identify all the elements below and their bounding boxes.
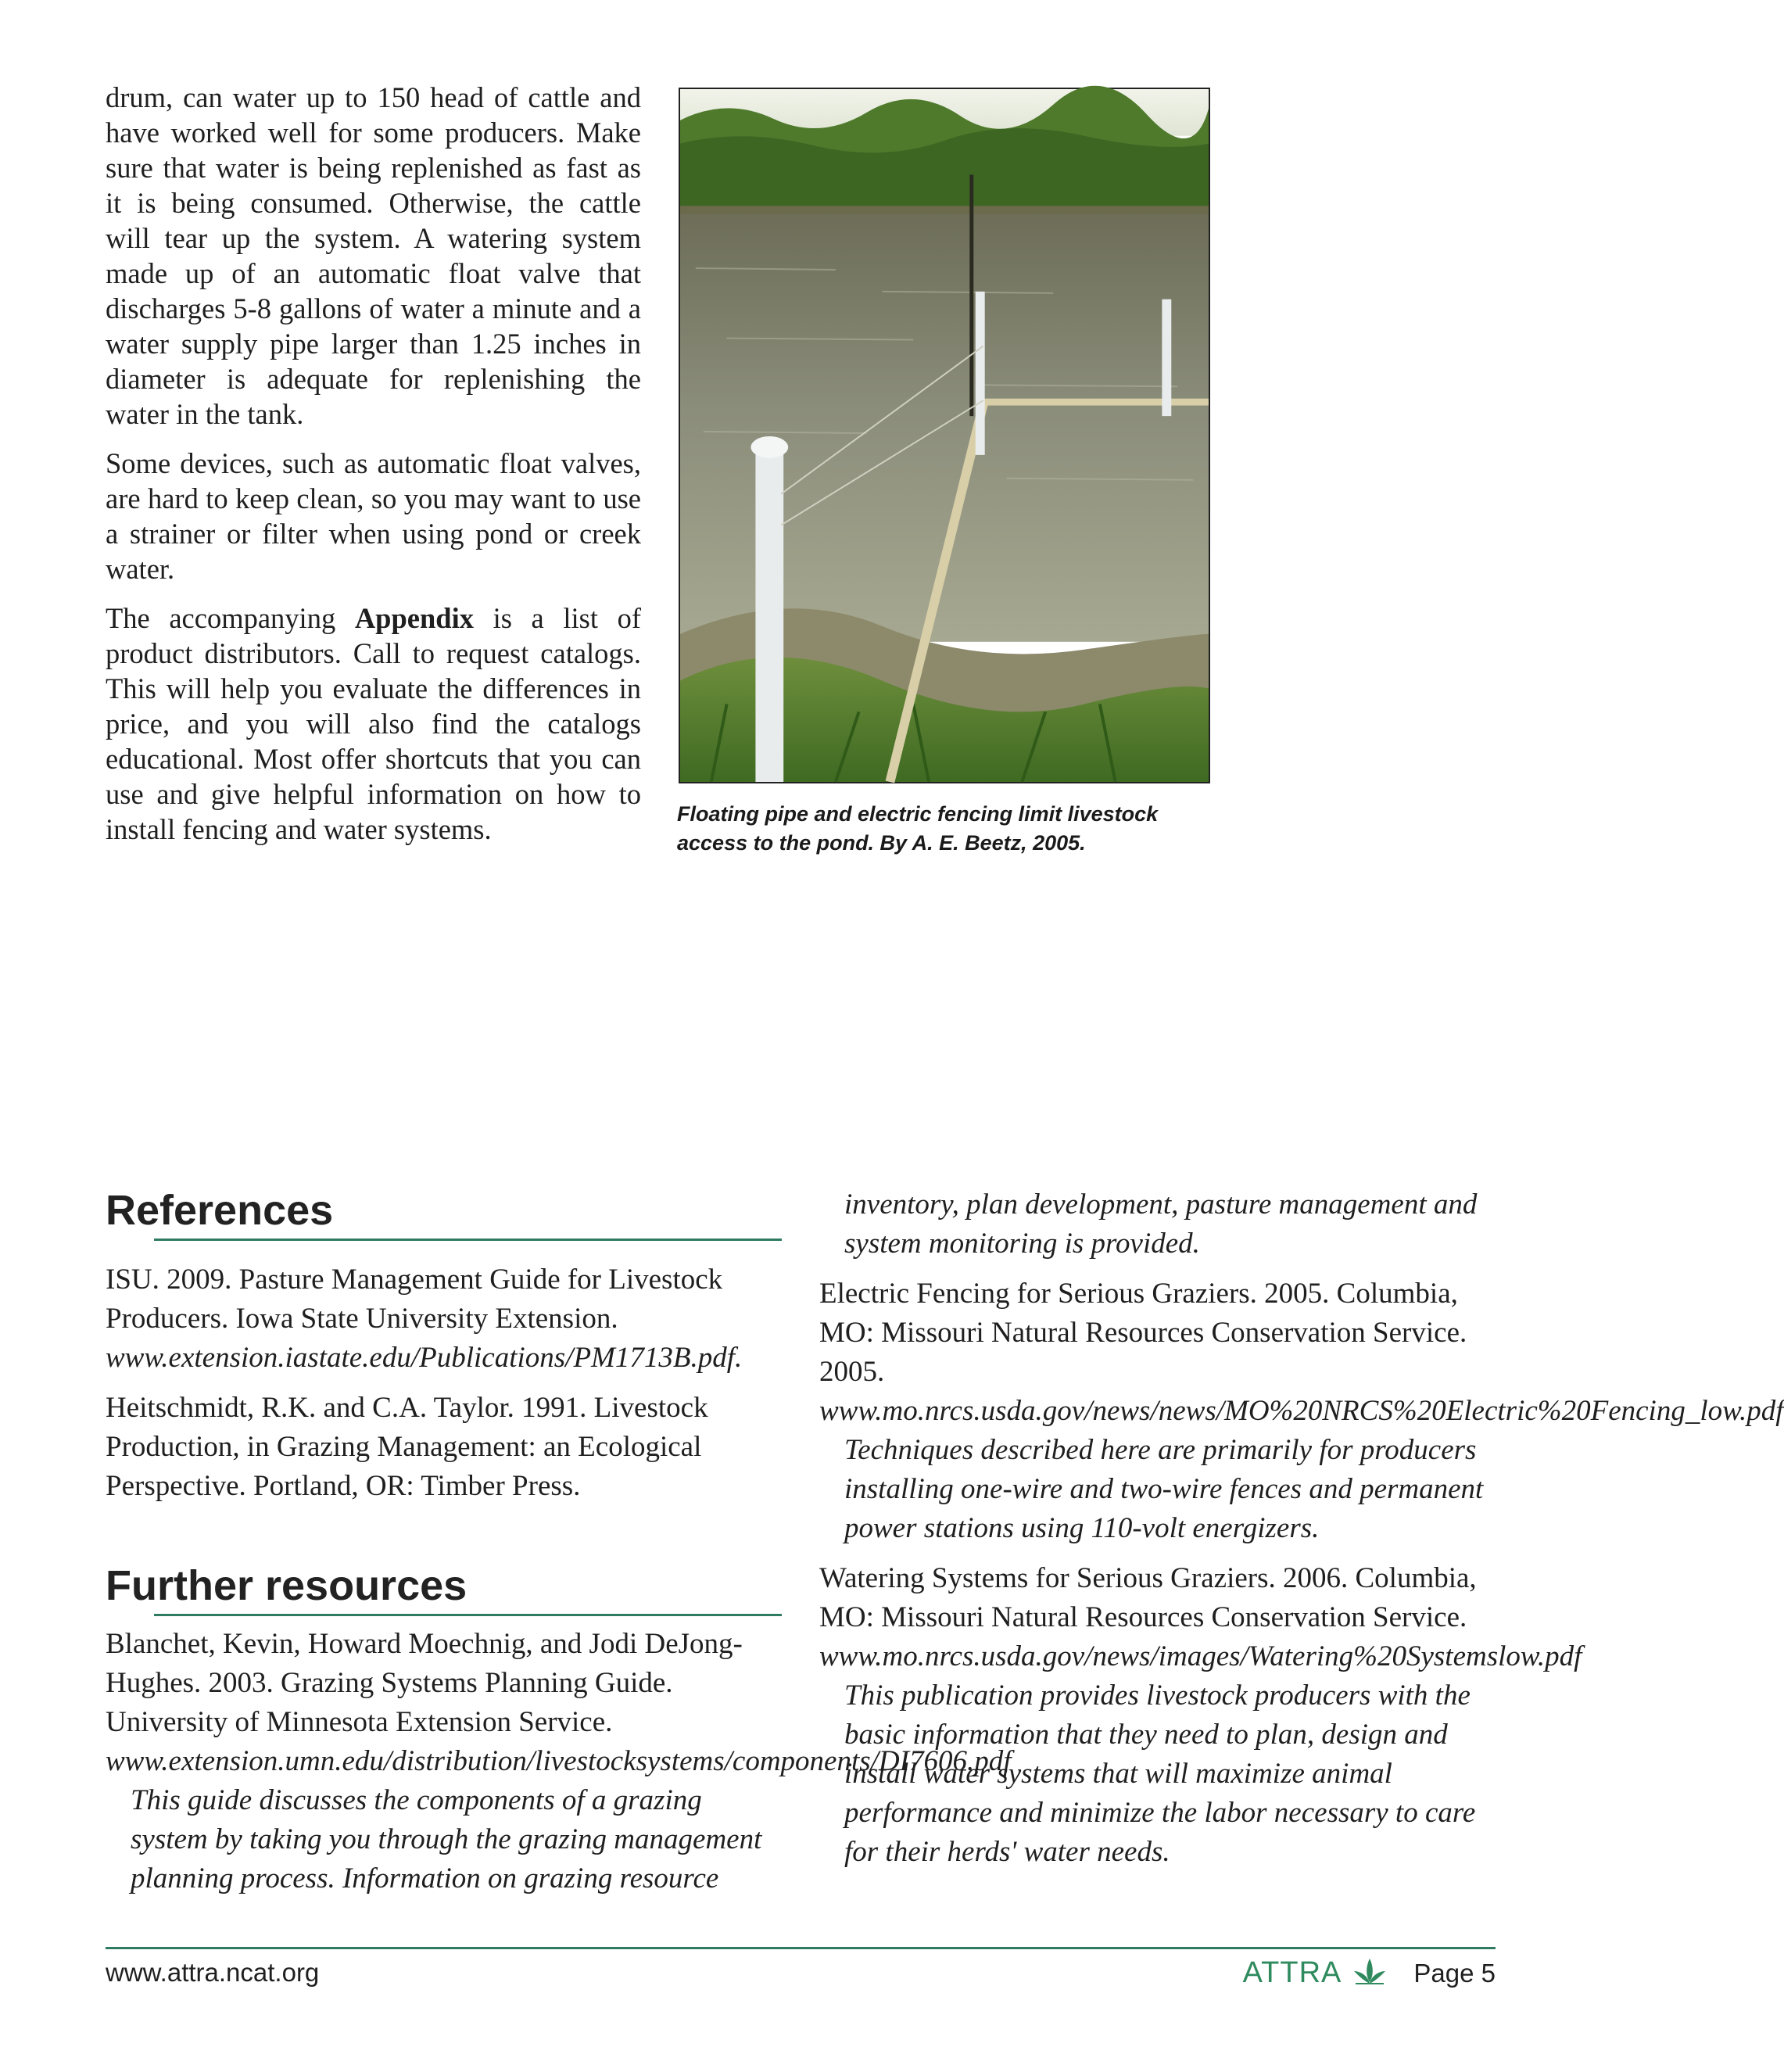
pond-photo	[679, 88, 1210, 783]
resource-annotation-continued: inventory, plan development, pasture management and system monitoring is provided.	[844, 1188, 1478, 1260]
photo-caption: Floating pipe and electric fencing limit livestock access to the pond. By A. E. Beetz, 2005.	[677, 802, 1159, 855]
body-paragraph-appendix	[106, 600, 641, 847]
further-resources-left	[106, 1625, 1012, 1909]
resource-item	[819, 1274, 1784, 1431]
resource-text: Blanchet, Kevin, Howard Moechnig, and Jodi DeJong-Hughes. 2003. Grazing Systems Planning Guide. University of Minnesota Extension Service.	[106, 1628, 743, 1738]
resource-annotation: This publication provides livestock producers with the basic information that they need to plan, design and install water systems that will maximize animal performance and minimize the labor necessary to care for their herds' water needs.	[844, 1679, 1476, 1868]
reference-item	[106, 1389, 786, 1506]
resource-item	[819, 1559, 1582, 1676]
reference-item	[106, 1260, 786, 1378]
further-resources-rule	[154, 1614, 782, 1616]
footer-rule	[106, 1947, 1496, 1949]
appendix-prefix: The accompanying	[106, 602, 355, 634]
attra-logo-text: ATTRA	[1242, 1956, 1342, 1989]
body-text-column	[106, 80, 641, 861]
body-paragraph: Some devices, such as automatic float valves, are hard to keep clean, so you may want to use a strainer or filter when using pond or creek water.	[106, 447, 641, 585]
resource-item	[106, 1625, 1012, 1781]
pond-photo-illustration	[680, 89, 1209, 782]
resource-url: www.mo.nrcs.usda.gov/news/images/Watering%20Systemslow.pdf	[819, 1640, 1582, 1672]
further-resources-right	[819, 1185, 1784, 1883]
page-number: Page 5	[1413, 1958, 1496, 1988]
resource-text: Watering Systems for Serious Graziers. 2006. Columbia, MO: Missouri Natural Resources Conservation Service.	[819, 1562, 1477, 1633]
appendix-suffix: is a list of product distributors. Call to request catalogs. This will help you evaluate the differences in price, and you will also find the catalogs educational. Most offer shortcuts that you can use and give helpful information on how to install fencing and water systems.	[106, 602, 641, 845]
resource-url: www.extension.umn.edu/distribution/livestocksystems/components/DI7606.pdf	[106, 1745, 1012, 1777]
body-paragraph: drum, can water up to 150 head of cattle and have worked well for some producers. Make sure that water is being replenished as fast as it is being consumed. Otherwise, the cattle will tear up the system. A watering system made up of an automatic float valve that discharges 5-8 gallons of water a minute and a water supply pipe larger than 1.25 inches in diameter is adequate for replenishing the water in the tank.	[106, 81, 641, 430]
references-heading: References	[106, 1187, 334, 1234]
resource-url: www.mo.nrcs.usda.gov/news/news/MO%20NRCS%20Electric%20Fencing_low.pdf	[819, 1395, 1784, 1427]
reference-url: www.extension.iastate.edu/Publications/PM1713B.pdf.	[106, 1342, 743, 1374]
further-resources-heading: Further resources	[106, 1562, 467, 1609]
reference-text: ISU. 2009. Pasture Management Guide for Livestock Producers. Iowa State University Extension.	[106, 1264, 723, 1335]
references-list	[106, 1260, 786, 1517]
resource-annotation: This guide discusses the components of a grazing system by taking you through the grazing management planning process. Information on grazing resource	[131, 1784, 762, 1895]
references-rule	[154, 1239, 782, 1241]
leaf-icon	[1352, 1957, 1387, 1989]
footer-branding	[1243, 1956, 1496, 1990]
appendix-bold: Appendix	[354, 602, 474, 634]
resource-text: Electric Fencing for Serious Graziers. 2005. Columbia, MO: Missouri Natural Resources Conservation Service. 2005.	[819, 1278, 1467, 1388]
footer-url[interactable]: www.attra.ncat.org	[106, 1958, 320, 1987]
resource-annotation: Techniques described here are primarily for producers installing one-wire and two-wire fences and permanent power stations using 110-volt energizers.	[844, 1434, 1484, 1544]
reference-text: Heitschmidt, R.K. and C.A. Taylor. 1991. Livestock Production, in Grazing Management: an Ecological Perspective. Portland, OR: Timber Press.	[106, 1392, 708, 1502]
